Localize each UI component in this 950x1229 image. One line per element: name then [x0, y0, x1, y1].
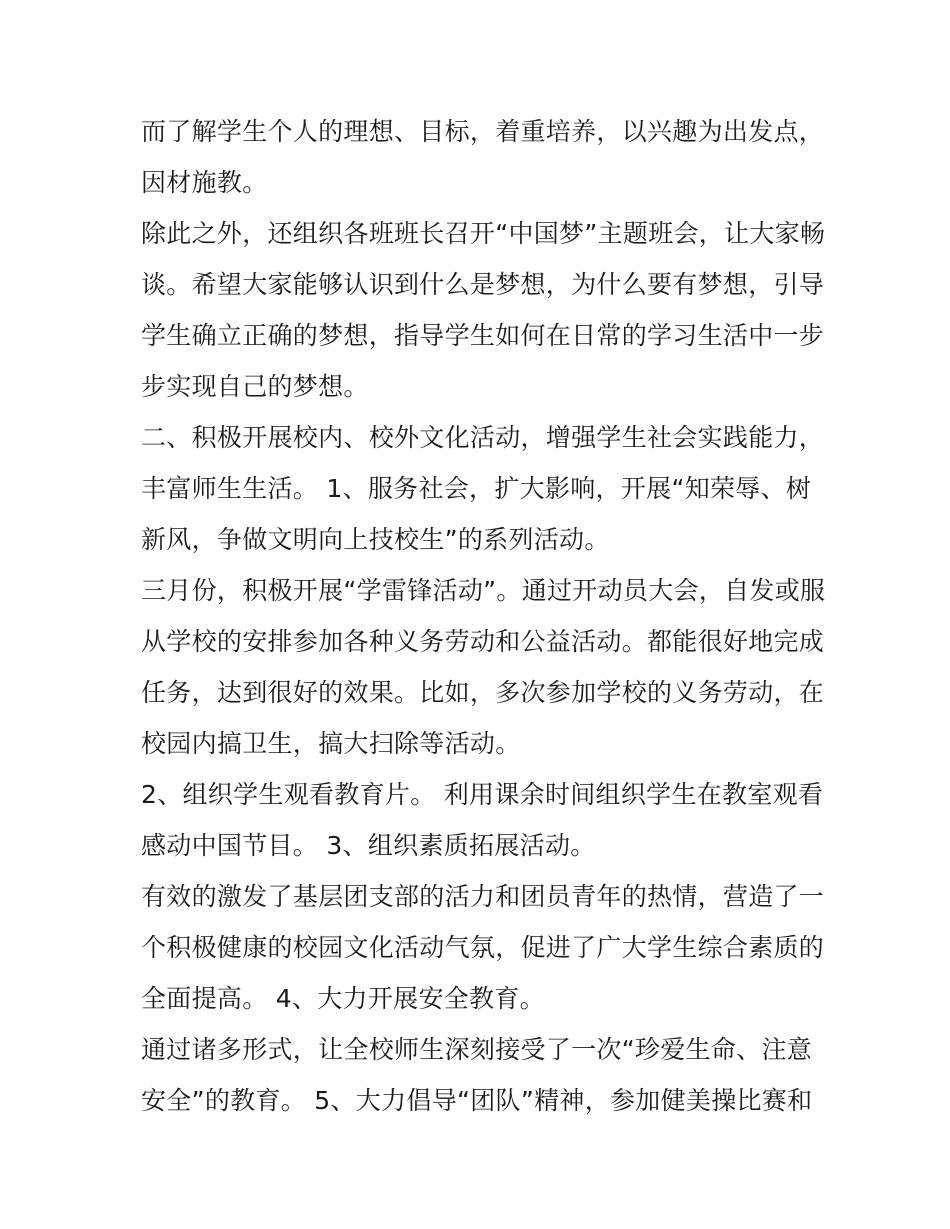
text-line: 除此之外，还组织各班班长召开“中国梦”主题班会，让大家畅 [141, 219, 826, 248]
text-line: 新风，争做文明向上技校生”的系列活动。 [141, 525, 610, 554]
document-body [141, 106, 826, 1126]
text-line: 个积极健康的校园文化活动气氛，促进了广大学生综合素质的 [141, 933, 825, 962]
text-line: 安全”的教育。 5、大力倡导“团队”精神，参加健美操比赛和 [141, 1086, 813, 1115]
text-line: 任务，达到很好的效果。比如，多次参加学校的义务劳动，在 [141, 678, 825, 707]
text-line: 从学校的安排参加各种义务劳动和公益活动。都能很好地完成 [141, 627, 825, 656]
text-line: 丰富师生生活。 1、服务社会，扩大影响，开展“知荣辱、树 [141, 474, 812, 503]
text-line: 步实现自己的梦想。 [141, 372, 369, 401]
text-line: 2、组织学生观看教育片。 利用课余时间组织学生在教室观看 [141, 780, 824, 809]
text-line: 通过诸多形式，让全校师生深刻接受了一次“珍爱生命、注意 [141, 1035, 813, 1064]
text-line: 感动中国节目。 3、组织素质拓展活动。 [141, 831, 596, 860]
text-line: 谈。希望大家能够认识到什么是梦想，为什么要有梦想，引导 [141, 270, 825, 299]
text-line: 二、积极开展校内、校外文化活动，增强学生社会实践能力， [141, 423, 825, 452]
text-line: 因材施教。 [141, 168, 268, 197]
text-line: 全面提高。 4、大力开展安全教育。 [141, 984, 545, 1013]
text-line: 三月份，积极开展“学雷锋活动”。通过开动员大会，自发或服 [141, 576, 826, 605]
text-line: 而了解学生个人的理想、目标，着重培养，以兴趣为出发点， [141, 117, 825, 146]
text-line: 校园内搞卫生，搞大扫除等活动。 [141, 729, 521, 758]
text-line: 学生确立正确的梦想，指导学生如何在日常的学习生活中一步 [141, 321, 825, 350]
text-line: 有效的激发了基层团支部的活力和团员青年的热情，营造了一 [141, 882, 825, 911]
